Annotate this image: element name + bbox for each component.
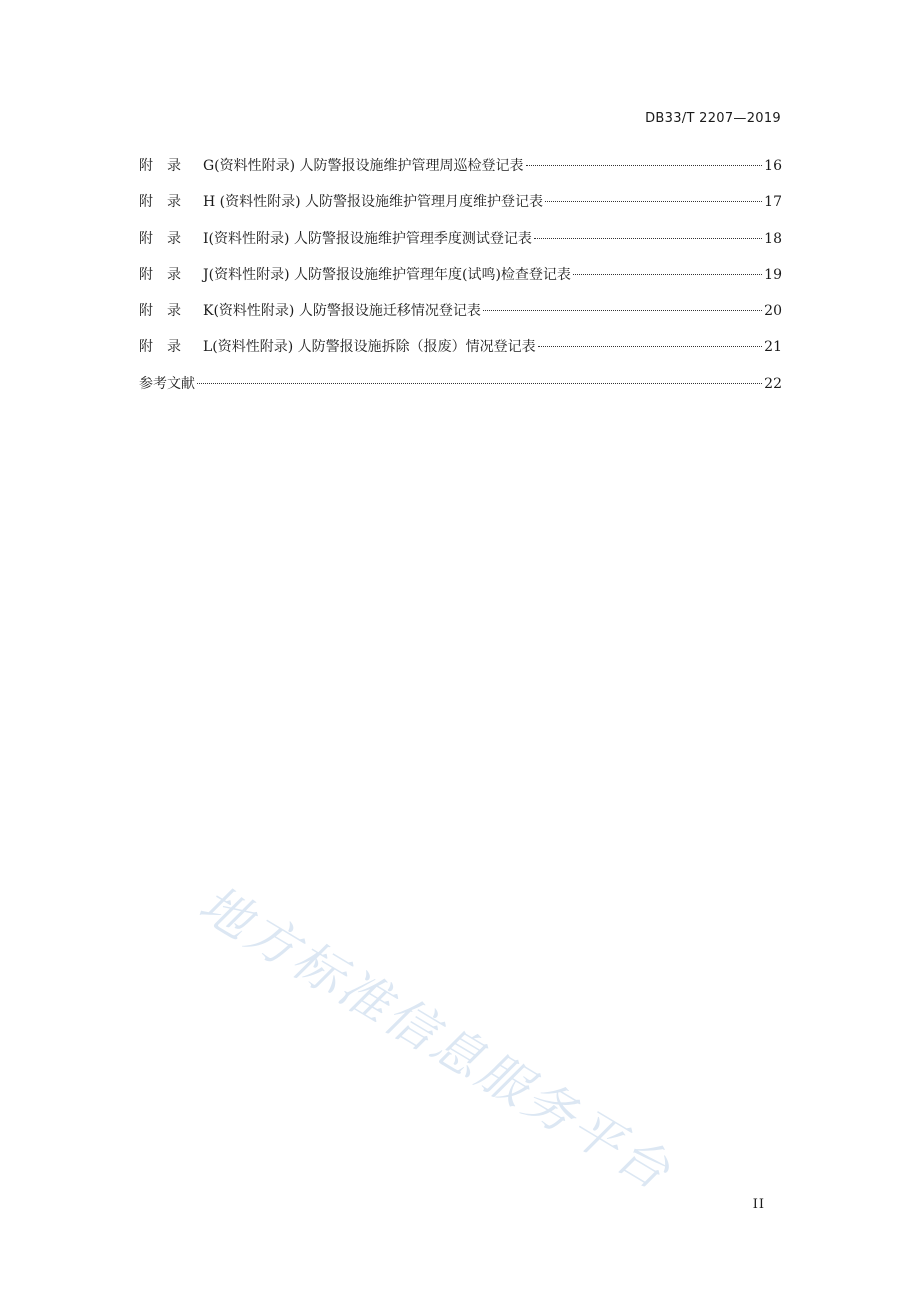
toc-prefix: 附 录 <box>139 230 181 247</box>
toc-title: J(资料性附录) 人防警报设施维护管理年度(试鸣)检查登记表 <box>203 266 571 283</box>
toc-page-number: 19 <box>764 266 782 283</box>
toc-page-number: 17 <box>764 194 782 211</box>
toc-entry-appendix-g[interactable] <box>139 152 782 188</box>
toc-leader-dots <box>573 274 762 275</box>
toc-prefix: 附 录 <box>139 266 181 283</box>
toc-entry-appendix-k[interactable] <box>139 297 782 333</box>
toc-prefix: 附 录 <box>139 303 181 320</box>
toc-entry-appendix-h[interactable] <box>139 188 782 224</box>
toc-title: K(资料性附录) 人防警报设施迁移情况登记表 <box>203 303 481 320</box>
toc-page-number: 21 <box>764 339 782 356</box>
toc-leader-dots <box>526 165 763 166</box>
toc-leader-dots <box>197 383 762 384</box>
watermark-text: 地方标准信息服务平台 <box>189 874 683 1203</box>
toc-page-number: 16 <box>764 158 782 174</box>
toc-entry-appendix-i[interactable] <box>139 225 782 261</box>
toc-entry-appendix-j[interactable] <box>139 261 782 297</box>
toc-page-number: 18 <box>764 230 782 247</box>
toc-leader-dots <box>534 238 762 239</box>
toc-title: I(资料性附录) 人防警报设施维护管理季度测试登记表 <box>203 230 532 247</box>
toc-page-number: 20 <box>764 303 782 320</box>
toc-entry-appendix-l[interactable] <box>139 333 782 369</box>
toc-title: 参考文献 <box>139 375 195 392</box>
toc-page-number: 22 <box>764 375 782 392</box>
toc-title: L(资料性附录) 人防警报设施拆除（报废）情况登记表 <box>203 339 536 356</box>
toc-prefix: 附 录 <box>139 158 181 174</box>
toc-leader-dots <box>483 310 762 311</box>
toc-title: G(资料性附录) 人防警报设施维护管理周巡检登记表 <box>203 158 524 174</box>
toc-prefix: 附 录 <box>139 194 181 211</box>
table-of-contents <box>139 152 782 406</box>
document-code: DB33/T 2207—2019 <box>645 111 781 126</box>
toc-entry-references[interactable] <box>139 370 782 406</box>
toc-prefix: 附 录 <box>139 339 181 356</box>
toc-leader-dots <box>545 201 762 202</box>
toc-title: H (资料性附录) 人防警报设施维护管理月度维护登记表 <box>203 194 544 211</box>
toc-leader-dots <box>538 346 763 347</box>
footer-page-number: II <box>752 1197 765 1212</box>
